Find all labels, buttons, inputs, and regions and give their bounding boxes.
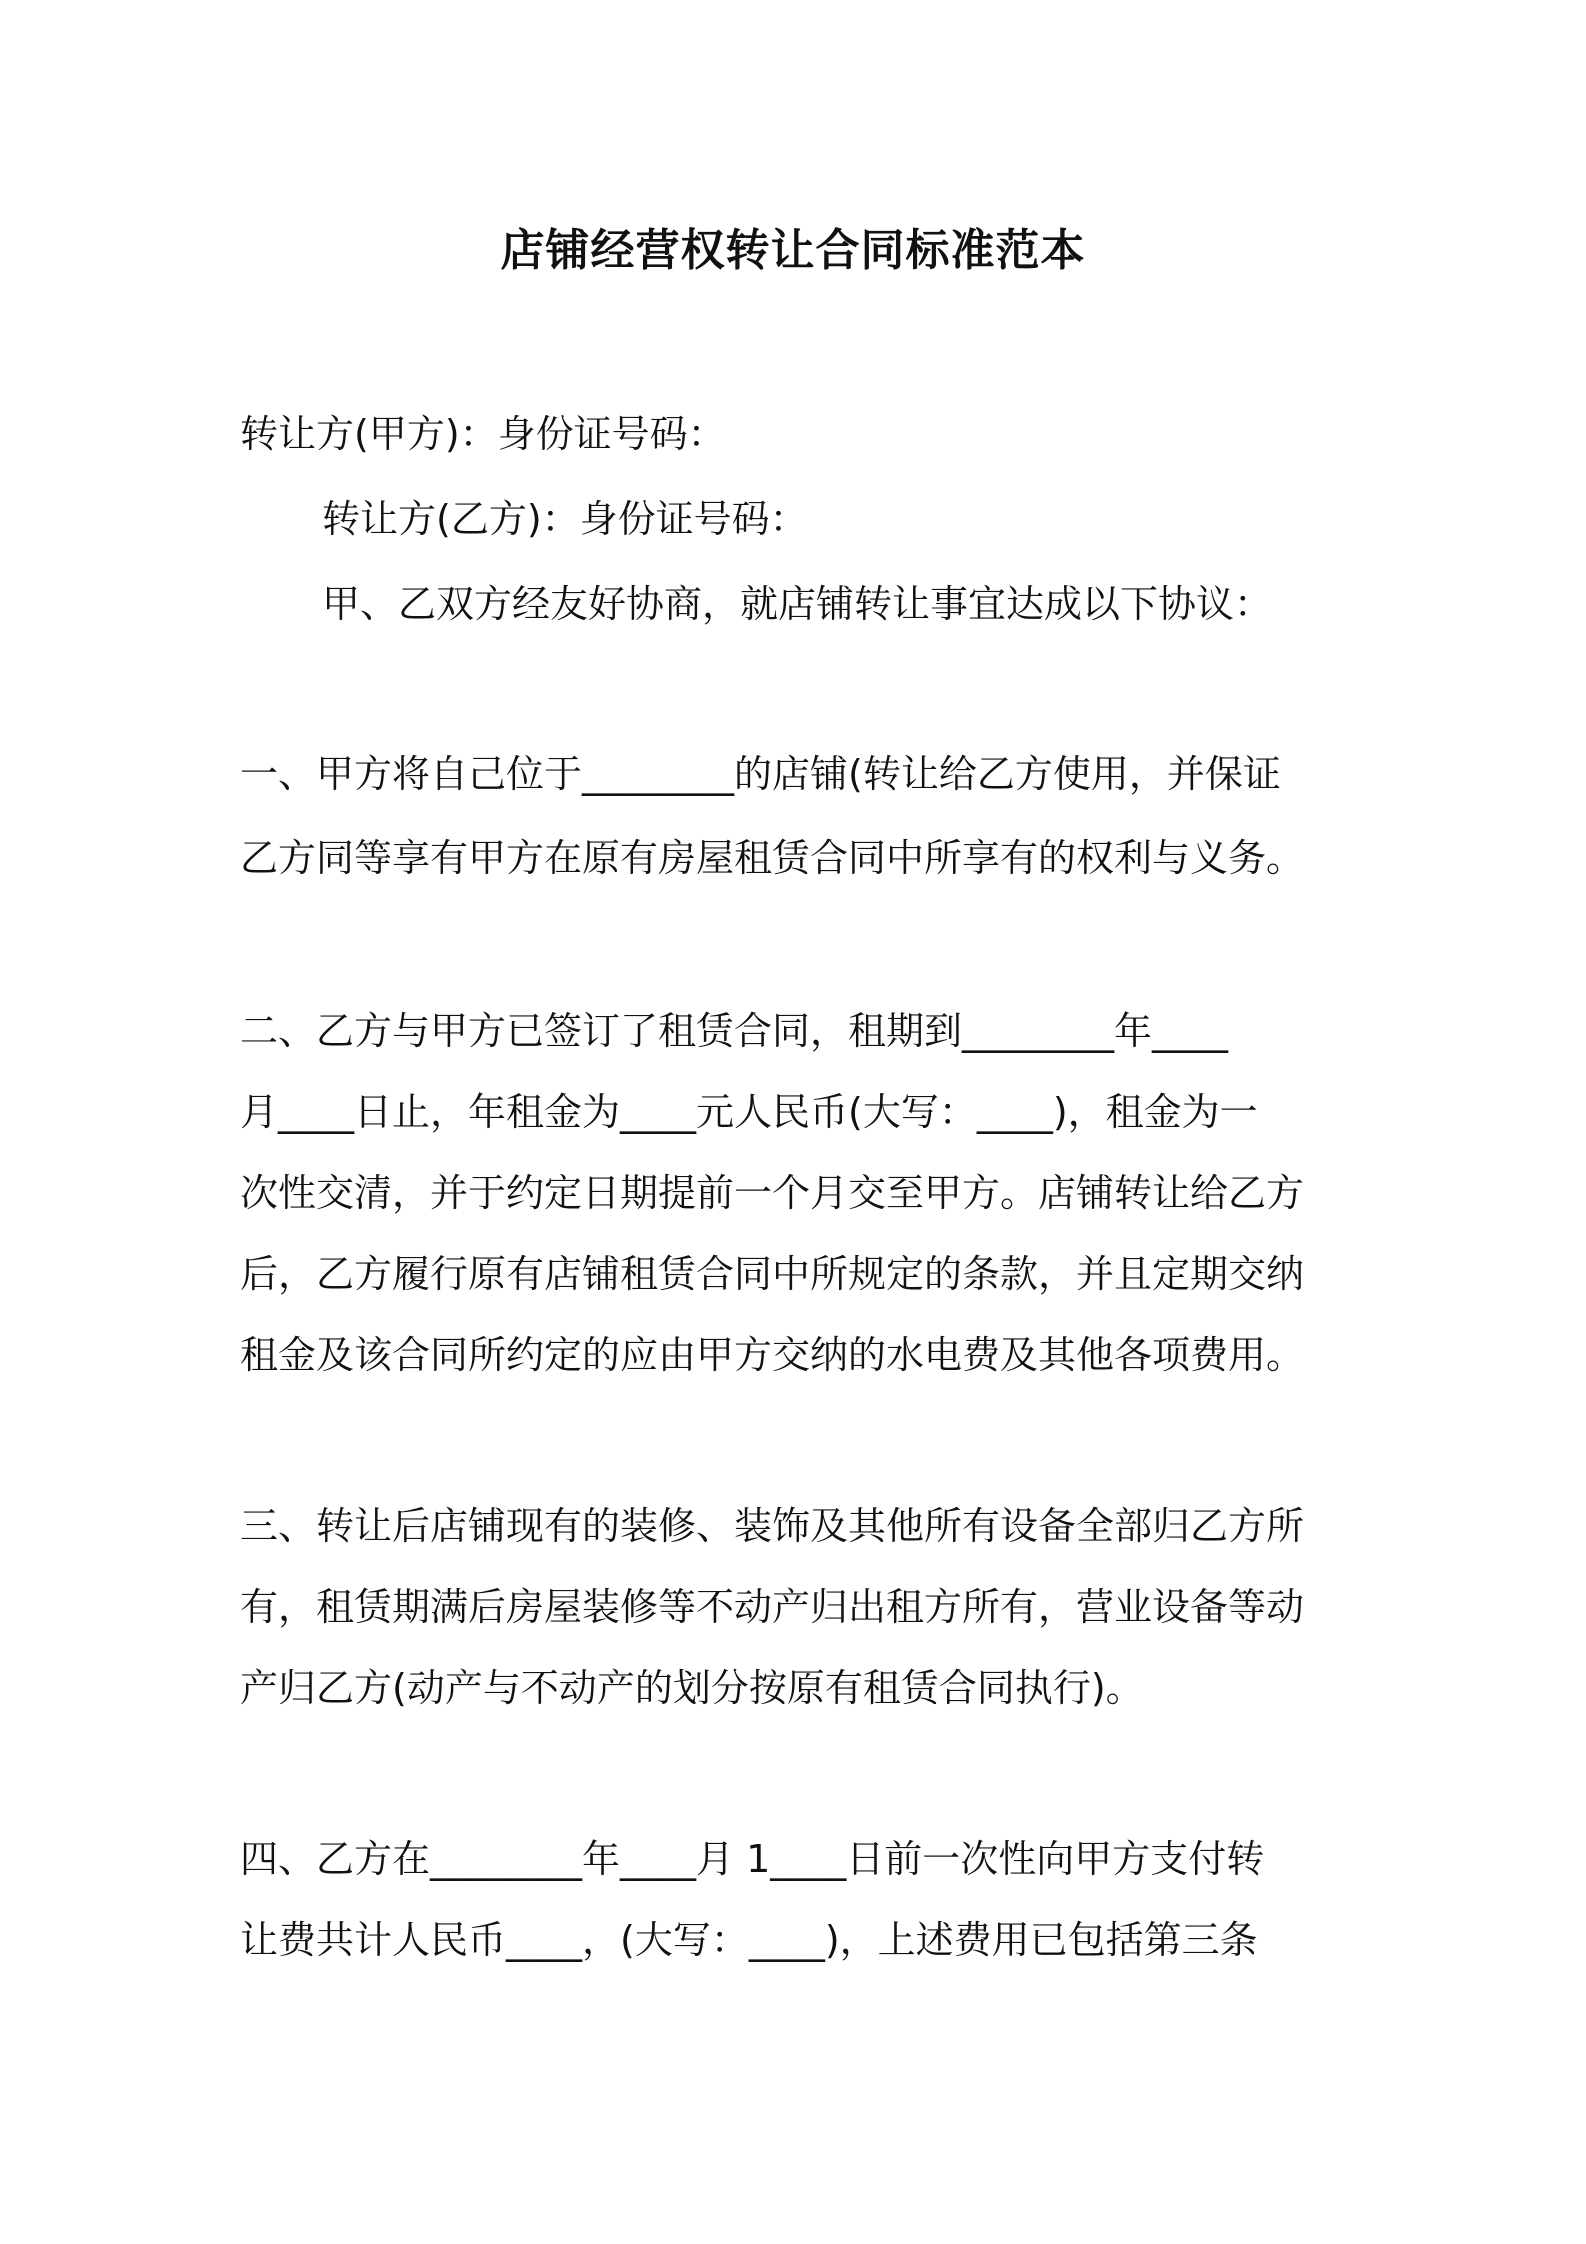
clause-2-line-1: 二、乙方与甲方已签订了租赁合同，租期到________年____ — [240, 1009, 1229, 1053]
clause-2-line-4: 后，乙方履行原有店铺租赁合同中所规定的条款，并且定期交纳 — [240, 1252, 1305, 1296]
clause-4-line-2: 让费共计人民币____，(大写：____)，上述费用已包括第三条 — [240, 1918, 1258, 1962]
clause-4-line-1: 四、乙方在________年____月 1____日前一次性向甲方支付转 — [240, 1837, 1265, 1881]
clause-1-line-2: 乙方同等享有甲方在原有房屋租赁合同中所享有的权利与义务。 — [240, 836, 1305, 880]
clause-3-line-2: 有，租赁期满后房屋装修等不动产归出租方所有，营业设备等动 — [240, 1585, 1305, 1629]
clause-1-line-1: 一、甲方将自己位于________的店铺(转让给乙方使用，并保证 — [240, 752, 1281, 796]
clause-3-line-3: 产归乙方(动产与不动产的划分按原有租赁合同执行)。 — [240, 1666, 1144, 1710]
party-b-line: 转让方(乙方)：身份证号码： — [322, 497, 808, 541]
party-a-line: 转让方(甲方)：身份证号码： — [240, 412, 726, 456]
clause-3-line-1: 三、转让后店铺现有的装修、装饰及其他所有设备全部归乙方所 — [240, 1504, 1305, 1548]
clause-2-line-3: 次性交清，并于约定日期提前一个月交至甲方。店铺转让给乙方 — [240, 1171, 1305, 1215]
clause-2-line-2: 月____日止，年租金为____元人民币(大写：____)，租金为一 — [240, 1090, 1258, 1134]
clause-2-line-5: 租金及该合同所约定的应由甲方交纳的水电费及其他各项费用。 — [240, 1333, 1305, 1377]
document-title: 店铺经营权转让合同标准范本 — [500, 225, 1086, 276]
preamble-line: 甲、乙双方经友好协商，就店铺转让事宜达成以下协议： — [322, 582, 1273, 626]
